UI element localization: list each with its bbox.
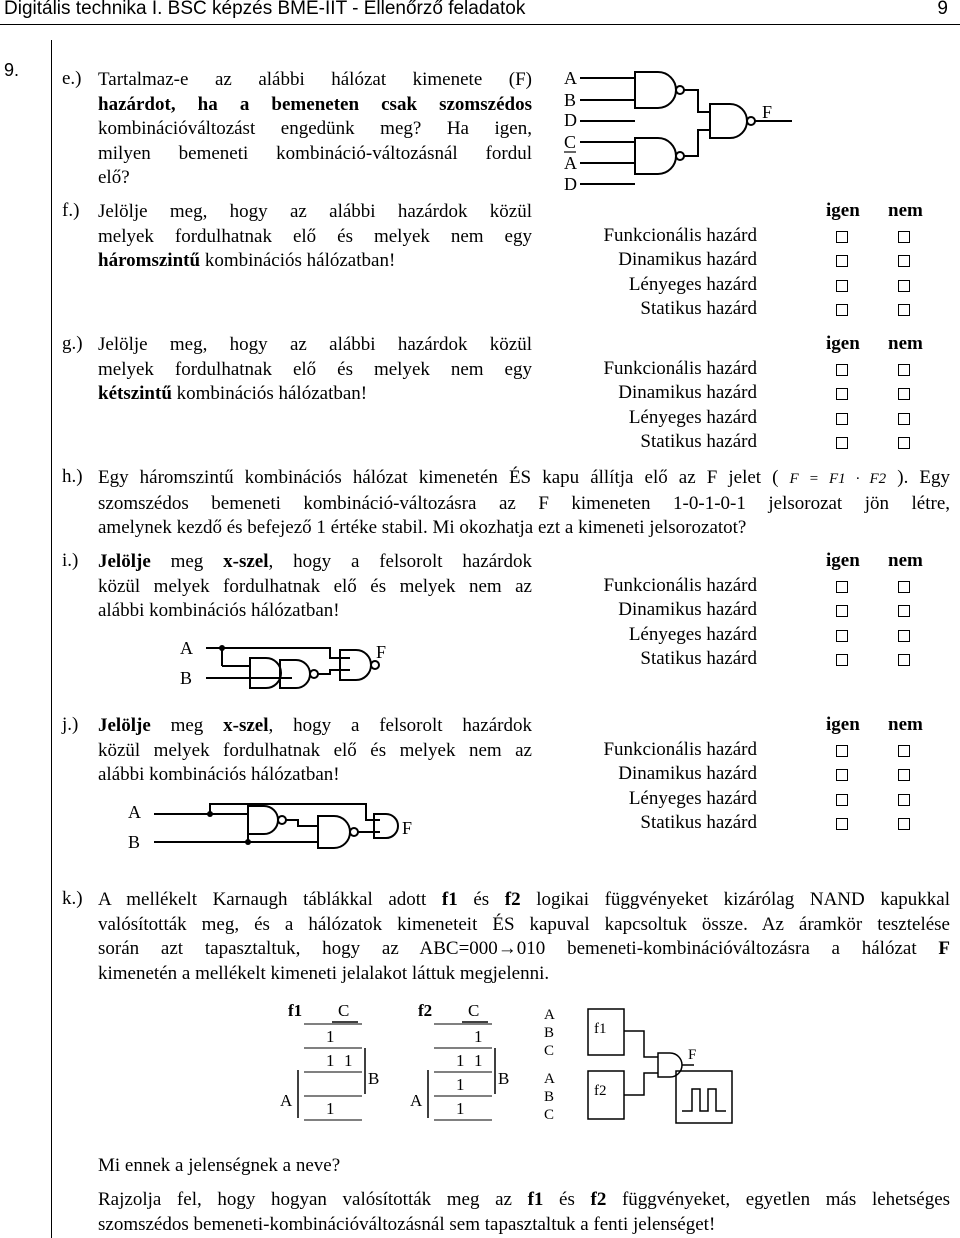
j-no-checkbox[interactable] <box>898 745 910 757</box>
kmap-cell: 1 <box>456 1099 465 1118</box>
k-c-in2-a: A <box>544 1071 555 1087</box>
f-yes-checkbox[interactable] <box>836 304 848 316</box>
kmap2-A: A <box>410 1091 423 1110</box>
page-number: 9 <box>937 0 948 19</box>
k-r-f2: f2 <box>590 1189 607 1210</box>
kmap-cell: 1 <box>326 1099 335 1118</box>
kmap2-name: f2 <box>418 1001 433 1020</box>
e-input-4: C <box>564 132 577 152</box>
g-line-3 <box>98 382 532 407</box>
f-yes-checkbox[interactable] <box>836 280 848 292</box>
j-yes-checkbox[interactable] <box>836 769 848 781</box>
i-t1: meg <box>150 551 224 572</box>
g-no-checkbox[interactable] <box>898 388 910 400</box>
k-l1b: és <box>457 889 505 910</box>
kmap1-B: B <box>368 1069 380 1088</box>
i-line-1 <box>98 550 532 575</box>
g-hazard-label: Funkcionális hazárd <box>603 357 757 379</box>
h-line-2: szomszédos bemeneti kombináció-változásra az F kimeneten 1-0-1-0-1 jelsorozat jön létre, <box>98 492 950 514</box>
e-output: F <box>762 102 773 122</box>
k-task-line-1 <box>98 1188 950 1213</box>
kmap-f1 <box>270 1000 380 1130</box>
g-yes-header: igen <box>826 333 860 354</box>
k-c-in1-c: C <box>544 1043 555 1059</box>
e-input-2: B <box>564 90 577 110</box>
k-l1c: logikai függvényeket kizárólag NAND kapukkal <box>520 889 950 910</box>
g-no-checkbox[interactable] <box>898 413 910 425</box>
i-input-b: B <box>180 668 193 688</box>
i-no-checkbox[interactable] <box>898 581 910 593</box>
k-f2: f2 <box>504 889 521 910</box>
kmap1-A: A <box>280 1091 293 1110</box>
f-hazard-label: Statikus hazárd <box>640 298 757 319</box>
j-hazard-label: Funkcionális hazárd <box>603 738 757 760</box>
g-no-checkbox[interactable] <box>898 437 910 449</box>
g-no-checkbox[interactable] <box>898 364 910 376</box>
i-input-a: A <box>180 638 193 658</box>
kmap-cell: 1 <box>456 1075 465 1094</box>
f-label: f.) <box>62 200 80 221</box>
f-no-checkbox[interactable] <box>898 231 910 243</box>
j-hazard-label: Dinamikus hazárd <box>618 763 757 784</box>
e-input-3: D <box>564 110 577 130</box>
question-number: 9. <box>4 60 20 80</box>
g-hazard-label: Statikus hazárd <box>640 431 757 452</box>
k-text <box>98 888 950 986</box>
j-bold: Jelölje <box>98 715 151 736</box>
h-line-1a: Egy háromszintű kombinációs hálózat kimenetén ÉS kapu állítja elő az F jelet ( <box>98 467 779 488</box>
kmap1-C: C <box>338 1001 350 1020</box>
g-yes-checkbox[interactable] <box>836 364 848 376</box>
k-r1c: függvényeket, egyetlen más lehetséges <box>606 1189 951 1210</box>
e-input-5: A <box>564 153 577 173</box>
e-line-1: Tartalmaz-e az alábbi hálózat kimenete (F) <box>98 69 532 90</box>
f-no-checkbox[interactable] <box>898 280 910 292</box>
f-no-checkbox[interactable] <box>898 255 910 267</box>
e-line-5: elő? <box>98 167 130 188</box>
k-question: Mi ennek a jelenségnek a neve? <box>98 1155 341 1176</box>
e-text <box>98 68 532 191</box>
i-hazard-label: Dinamikus hazárd <box>618 599 757 620</box>
k-c-in2-c: C <box>544 1107 555 1123</box>
i-no-checkbox[interactable] <box>898 630 910 642</box>
k-c-g2: f2 <box>594 1083 607 1099</box>
j-bold2: x-szel <box>223 715 269 736</box>
j-line-2: közül melyek fordulhatnak elő és melyek nem az <box>98 739 532 761</box>
i-yes-checkbox[interactable] <box>836 654 848 666</box>
i-no-checkbox[interactable] <box>898 654 910 666</box>
j-no-header: nem <box>888 714 923 735</box>
e-line-4: milyen bemeneti kombináció-változásnál fordul <box>98 142 532 164</box>
k-line-4: kimenetén a mellékelt kimeneti jelalakot láttuk megjelenni. <box>98 962 550 984</box>
kmap-cell: 1 <box>344 1051 353 1070</box>
g-hazard-label: Lényeges hazárd <box>628 406 757 428</box>
i-yes-checkbox[interactable] <box>836 630 848 642</box>
f-yes-header: igen <box>826 200 860 221</box>
h-line-3: amelynek kezdő és befejező 1 értéke stabil. Mi okozhatja ezt a kimeneti jelsorozatot? <box>98 517 747 538</box>
f-hazard-label: Dinamikus hazárd <box>618 249 757 270</box>
kmap-cell: 1 <box>456 1051 465 1070</box>
i-no-checkbox[interactable] <box>898 605 910 617</box>
j-t1b: , hogy a felsorolt hazárdok <box>268 715 532 736</box>
k-c-in2-b: B <box>544 1089 555 1105</box>
g-bold: kétszintű <box>98 383 172 404</box>
kmap-cell: 1 <box>326 1027 335 1046</box>
f-yes-checkbox[interactable] <box>836 255 848 267</box>
j-no-checkbox[interactable] <box>898 818 910 830</box>
k-c-in1-b: B <box>544 1025 555 1041</box>
kmap-cell: 1 <box>326 1051 335 1070</box>
g-yes-checkbox[interactable] <box>836 388 848 400</box>
i-hazard-label: Statikus hazárd <box>640 648 757 669</box>
g-line-3-rest: kombinációs hálózatban! <box>171 383 368 404</box>
j-line-3: alábbi kombinációs hálózatban! <box>98 764 340 785</box>
i-no-header: nem <box>888 550 923 571</box>
h-line-1b: ). Egy <box>897 467 951 488</box>
kmap-f2 <box>400 1000 510 1130</box>
i-bold: Jelölje <box>98 551 151 572</box>
i-label: i.) <box>62 550 79 571</box>
j-text <box>98 714 532 788</box>
j-circuit <box>128 800 418 860</box>
k-F: F <box>938 938 950 959</box>
j-yes-checkbox[interactable] <box>836 745 848 757</box>
j-output: F <box>402 818 413 838</box>
j-yes-checkbox[interactable] <box>836 794 848 806</box>
i-line-3: alábbi kombinációs hálózatban! <box>98 600 340 621</box>
k-c-out: F <box>688 1047 697 1063</box>
f-hazard-label: Lényeges hazárd <box>628 273 757 295</box>
i-output: F <box>376 642 387 662</box>
k-label: k.) <box>62 888 83 909</box>
h-label: h.) <box>62 466 83 487</box>
i-yes-header: igen <box>826 550 860 571</box>
e-label: e.) <box>62 68 82 89</box>
k-l1a: A mellékelt Karnaugh táblákkal adott <box>98 889 442 910</box>
margin-line <box>51 40 52 1238</box>
e-circuit <box>560 66 800 194</box>
f-text <box>98 200 532 274</box>
k-c-in1-a: A <box>544 1007 555 1023</box>
i-yes-checkbox[interactable] <box>836 581 848 593</box>
i-text <box>98 550 532 624</box>
i-yes-checkbox[interactable] <box>836 605 848 617</box>
kmap2-C: C <box>468 1001 480 1020</box>
h-formula: F = F1 · F2 <box>789 471 887 487</box>
j-input-a: A <box>128 802 141 822</box>
k-r1a: Rajzolja fel, hogy hogyan valósították meg az <box>98 1189 528 1210</box>
j-yes-checkbox[interactable] <box>836 818 848 830</box>
j-label: j.) <box>62 714 79 735</box>
g-line-1: Jelölje meg, hogy az alábbi hazárdok közül <box>98 334 532 355</box>
i-bold2: x-szel <box>223 551 269 572</box>
g-no-header: nem <box>888 333 923 354</box>
f-hazard-label: Funkcionális hazárd <box>603 224 757 246</box>
g-label: g.) <box>62 333 83 354</box>
g-yes-checkbox[interactable] <box>836 413 848 425</box>
j-no-checkbox[interactable] <box>898 769 910 781</box>
g-hazard-label: Dinamikus hazárd <box>618 382 757 403</box>
g-text <box>98 333 532 407</box>
k-f1: f1 <box>441 889 458 910</box>
kmap1-name: f1 <box>288 1001 303 1020</box>
g-line-2: melyek fordulhatnak elő és melyek nem egy <box>98 358 532 380</box>
header-title: Digitális technika I. BSC képzés BME-IIT - Ellenőrző feladatok <box>4 0 526 19</box>
f-no-checkbox[interactable] <box>898 304 910 316</box>
k-line-1 <box>98 888 950 913</box>
e-input-1: A <box>564 68 577 88</box>
f-line-2: melyek fordulhatnak elő és melyek nem egy <box>98 225 532 247</box>
i-circuit <box>180 636 400 696</box>
kmap-cell: 1 <box>474 1051 483 1070</box>
i-hazard-label: Lényeges hazárd <box>628 623 757 645</box>
j-hazard-label: Statikus hazárd <box>640 812 757 833</box>
e-line-3: kombinációváltozást engedünk meg? Ha igen, <box>98 118 532 139</box>
k-circuit <box>540 1005 740 1135</box>
h-text <box>98 466 950 541</box>
kmap2-B: B <box>498 1069 510 1088</box>
i-hazard-label: Funkcionális hazárd <box>603 574 757 596</box>
f-no-header: nem <box>888 200 923 221</box>
h-line-1 <box>98 466 950 492</box>
f-bold: háromszintű <box>98 250 201 271</box>
g-yes-checkbox[interactable] <box>836 437 848 449</box>
i-t1b: , hogy a felsorolt hazárdok <box>268 551 532 572</box>
j-line-1 <box>98 714 532 739</box>
e-input-6: D <box>564 174 577 194</box>
j-yes-header: igen <box>826 714 860 735</box>
f-line-1: Jelölje meg, hogy az alábbi hazárdok közül <box>98 201 532 222</box>
f-line-3 <box>98 249 532 274</box>
k-task <box>98 1188 950 1237</box>
j-input-b: B <box>128 832 141 852</box>
e-line-2: hazárdot, ha a bemeneten csak szomszédos <box>98 93 532 115</box>
k-l3: során azt tapasztaltuk, hogy az ABC=000→010 bemeneti-kombinációváltozásra a hálózat <box>98 938 939 959</box>
f-yes-checkbox[interactable] <box>836 231 848 243</box>
j-hazard-label: Lényeges hazárd <box>628 787 757 809</box>
j-no-checkbox[interactable] <box>898 794 910 806</box>
k-c-g1: f1 <box>594 1021 607 1037</box>
f-line-3-rest: kombinációs hálózatban! <box>200 250 396 271</box>
j-t1: meg <box>150 715 224 736</box>
k-task-line-2: szomszédos bemeneti-kombinációváltozásnál sem tapasztaltuk a fenti jelenséget! <box>98 1213 716 1235</box>
k-line-3 <box>98 937 950 962</box>
i-line-2: közül melyek fordulhatnak elő és melyek nem az <box>98 575 532 597</box>
k-line-2: valósították meg, és a hálózatok kimeneteit ÉS kapuval kapcsoltuk össze. Az áramkör tesztelése <box>98 913 950 935</box>
k-r-f1: f1 <box>527 1189 544 1210</box>
k-r1b: és <box>543 1189 591 1210</box>
kmap-cell: 1 <box>474 1027 483 1046</box>
page-header <box>0 0 960 25</box>
